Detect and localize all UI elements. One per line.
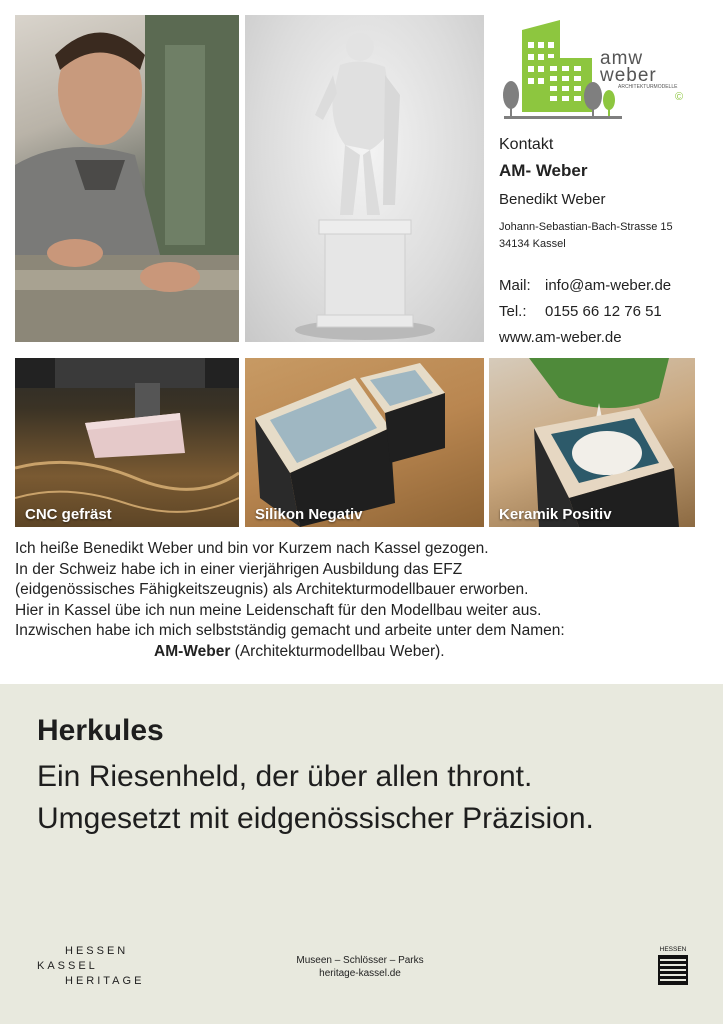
panel-subtitle-2: Umgesetzt mit eidgenössischer Präzision. [37, 802, 594, 835]
photo-worker [15, 15, 239, 342]
contact-street: Johann-Sebastian-Bach-Strasse 15 [499, 221, 673, 233]
intro-line: In der Schweiz habe ich in einer vierjährigen Ausbildung das EFZ [15, 560, 463, 578]
keramik-illustration [489, 358, 695, 527]
mail-label: Mail: [499, 277, 531, 294]
footer-center [260, 954, 460, 980]
brand-explanation: (Architekturmodellbau Weber). [230, 642, 445, 660]
contact-mail-row [499, 277, 671, 294]
photo-silikon [245, 358, 484, 527]
hk-line-heritage: HERITAGE [65, 975, 145, 987]
logo-graphic [500, 20, 695, 130]
worker-illustration [15, 15, 239, 342]
contact-heading: Kontakt [499, 136, 554, 153]
statue-illustration [245, 15, 484, 342]
tel-value: 0155 66 12 76 51 [545, 303, 662, 320]
amw-weber-logo [500, 20, 695, 130]
logo-text-amw: amw [600, 48, 644, 69]
hessen-stripes-icon [656, 955, 690, 985]
contact-company: AM- Weber [499, 161, 588, 180]
herkules-panel [0, 684, 723, 1024]
hessen-kassel-heritage-logo [37, 944, 144, 989]
intro-line: Ich heiße Benedikt Weber und bin vor Kurzem nach Kassel gezogen. [15, 540, 489, 557]
logo-text-weber: weber [600, 65, 657, 86]
cnc-illustration [15, 358, 239, 527]
silikon-illustration [245, 358, 484, 527]
intro-line: (eidgenössisches Fähigkeitszeugnis) als Architekturmodellbauer erworben. [15, 581, 529, 599]
contact-tel-row [499, 303, 662, 320]
hessen-badge-label: HESSEN [659, 946, 687, 953]
logo-copyright: © [675, 91, 684, 103]
keramik-caption: Keramik Positiv [499, 506, 612, 523]
silikon-caption: Silikon Negativ [255, 506, 363, 523]
panel-title: Herkules [37, 714, 164, 747]
mail-link[interactable]: info@am-weber.de [545, 277, 672, 294]
cnc-caption: CNC gefräst [25, 506, 112, 523]
tel-label: Tel.: [499, 303, 527, 320]
footer-website-link[interactable]: heritage-kassel.de [319, 968, 401, 979]
intro-line-brand [15, 642, 715, 663]
hk-line-hessen: HESSEN [65, 945, 129, 957]
photo-cnc [15, 358, 239, 527]
website-link[interactable]: www.am-weber.de [499, 329, 622, 346]
hessen-badge [656, 946, 690, 985]
intro-text [15, 539, 715, 663]
hk-line-kassel: KASSEL [37, 960, 98, 972]
panel-subtitle-1: Ein Riesenheld, der über allen thront. [37, 760, 533, 793]
contact-city: 34134 Kassel [499, 238, 566, 250]
logo-tagline: ARCHITEKTURMODELLE [618, 84, 678, 90]
photo-hercules-statue [245, 15, 484, 342]
brand-name: AM-Weber [154, 642, 231, 660]
footer-tagline: Museen – Schlösser – Parks [296, 955, 424, 966]
intro-line: Hier in Kassel übe ich nun meine Leidenschaft für den Modellbau weiter aus. [15, 601, 542, 619]
contact-name: Benedikt Weber [499, 191, 606, 208]
photo-keramik [489, 358, 695, 527]
intro-line: Inzwischen habe ich mich selbstständig gemacht und arbeite unter dem Namen: [15, 622, 565, 640]
